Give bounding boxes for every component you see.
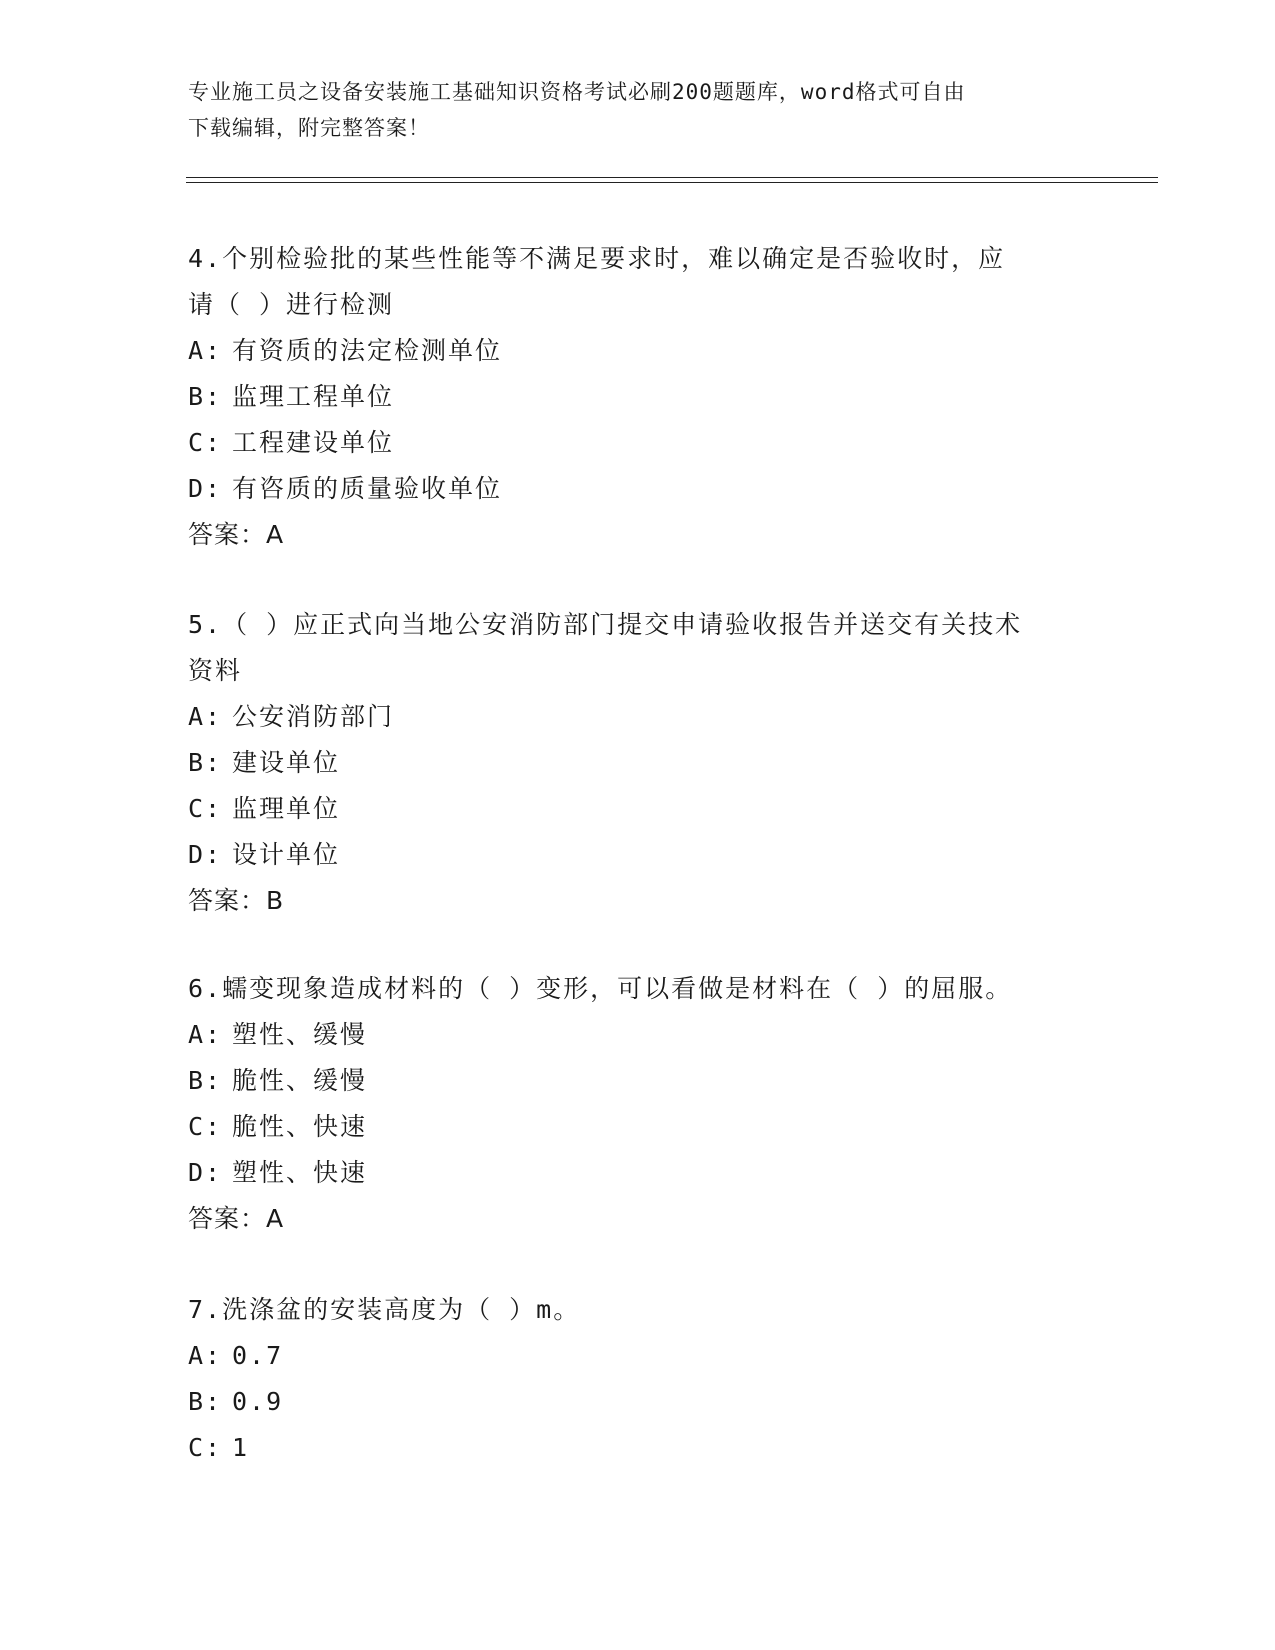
header-line-2: 下载编辑，附完整答案！ [188,116,430,140]
option-letter: B: [188,1066,223,1095]
option-a [188,1333,1088,1379]
option-letter: C: [188,794,223,823]
option-text: 监理单位 [232,794,341,823]
answer: 答案：A [188,1204,285,1233]
option-letter: B: [188,382,223,411]
option-letter: A: [188,702,223,731]
option-text: 1 [232,1433,250,1462]
option-c [188,786,1088,832]
question-stem-continued: 资料 [188,656,243,685]
header-line-1: 专业施工员之设备安装施工基础知识资格考试必刷200题题库，word格式可自由 [188,80,966,104]
option-letter: D: [188,840,223,869]
option-letter: C: [188,1112,223,1141]
option-text: 设计单位 [232,840,341,869]
option-letter: C: [188,1433,223,1462]
option-c [188,1104,1088,1150]
question-stem: 7.洗涤盆的安装高度为（ ）m。 [188,1295,581,1324]
option-b [188,374,1088,420]
question-stem: 6.蠕变现象造成材料的（ ）变形，可以看做是材料在（ ）的屈服。 [188,974,1013,1003]
option-b [188,1379,1088,1425]
option-d [188,466,1088,512]
option-text: 工程建设单位 [232,428,395,457]
option-letter: B: [188,748,223,777]
answer: 答案：A [188,520,285,549]
question-7 [188,1287,1088,1471]
option-a [188,1012,1088,1058]
option-letter: B: [188,1387,223,1416]
question-stem: 4.个别检验批的某些性能等不满足要求时，难以确定是否验收时，应 [188,244,1006,273]
option-letter: C: [188,428,223,457]
option-text: 公安消防部门 [232,702,395,731]
option-d [188,832,1088,878]
option-letter: A: [188,1341,223,1370]
option-d [188,1150,1088,1196]
option-a [188,328,1088,374]
option-text: 有咨质的质量验收单位 [232,474,503,503]
document-header [188,74,1068,146]
question-4 [188,236,1088,558]
question-stem: 5.（ ）应正式向当地公安消防部门提交申请验收报告并送交有关技术 [188,610,1023,639]
option-text: 建设单位 [232,748,341,777]
header-divider-top [186,177,1158,178]
question-stem-continued: 请（ ）进行检测 [188,290,395,319]
option-letter: D: [188,474,223,503]
option-letter: D: [188,1158,223,1187]
option-c [188,1425,1088,1471]
option-a [188,694,1088,740]
question-6 [188,966,1088,1242]
option-text: 塑性、缓慢 [232,1020,368,1049]
option-text: 有资质的法定检测单位 [232,336,503,365]
option-text: 脆性、快速 [232,1112,368,1141]
option-c [188,420,1088,466]
option-letter: A: [188,336,223,365]
answer: 答案：B [188,886,285,915]
header-divider-bottom [186,182,1158,183]
option-letter: A: [188,1020,223,1049]
option-text: 脆性、缓慢 [232,1066,368,1095]
option-b [188,740,1088,786]
question-5 [188,602,1088,924]
option-text: 塑性、快速 [232,1158,368,1187]
option-text: 0.9 [232,1387,284,1416]
option-text: 0.7 [232,1341,284,1370]
option-text: 监理工程单位 [232,382,395,411]
option-b [188,1058,1088,1104]
